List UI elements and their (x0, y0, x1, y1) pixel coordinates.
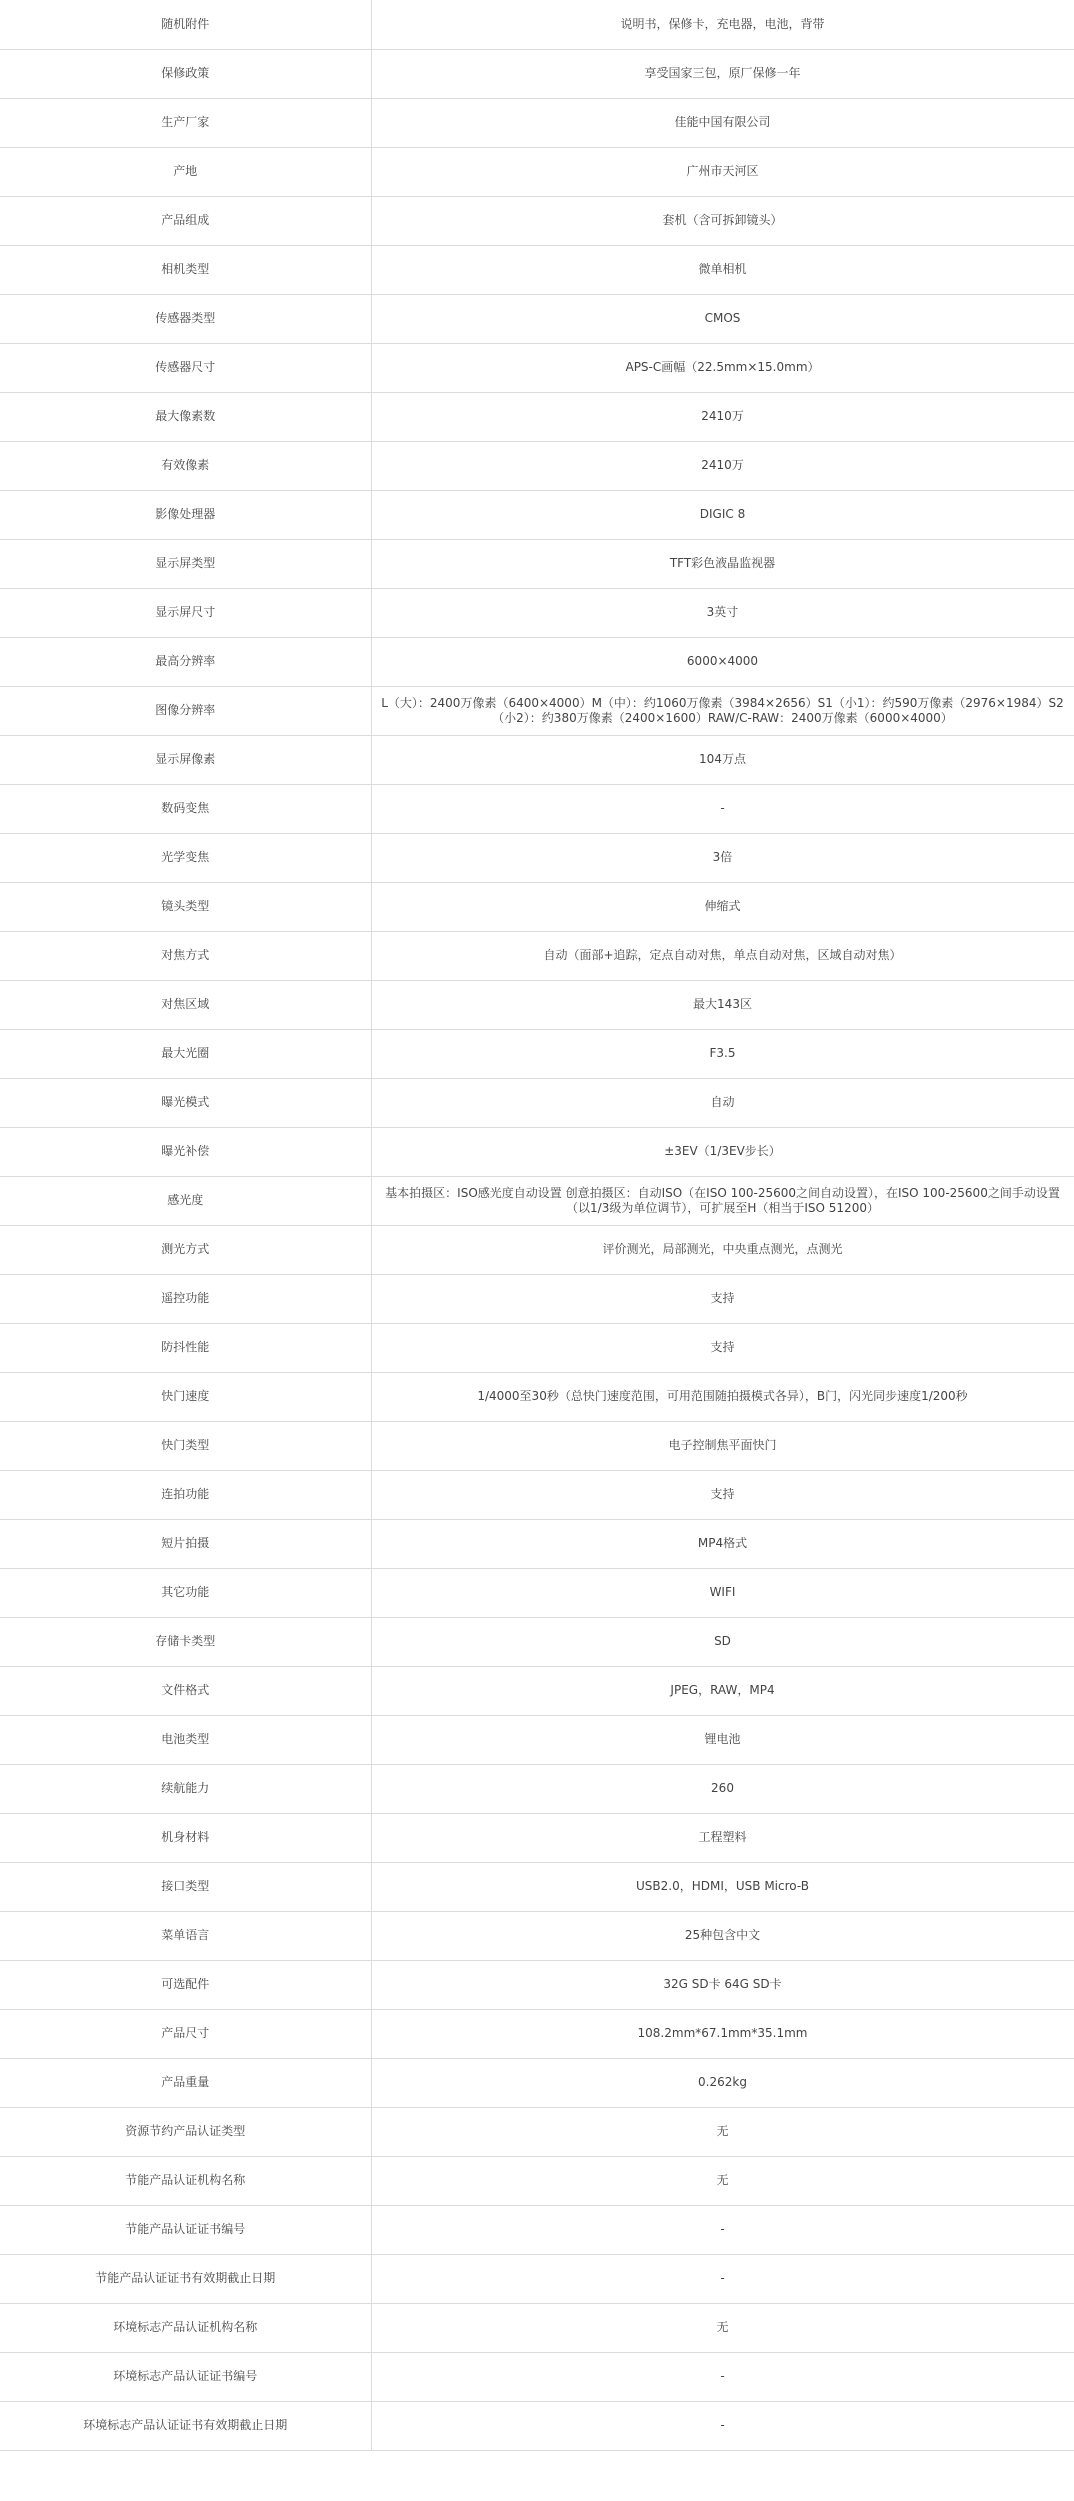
spec-label: 曝光模式 (0, 1078, 371, 1127)
spec-value: 工程塑料 (371, 1813, 1074, 1862)
spec-row (0, 2352, 1074, 2401)
spec-value: 最大143区 (371, 980, 1074, 1029)
spec-row (0, 49, 1074, 98)
spec-value: 无 (371, 2156, 1074, 2205)
spec-label: 对焦方式 (0, 931, 371, 980)
spec-label: 传感器尺寸 (0, 343, 371, 392)
spec-row (0, 1274, 1074, 1323)
spec-value: 自动 (371, 1078, 1074, 1127)
spec-label: 最高分辨率 (0, 637, 371, 686)
spec-row (0, 1764, 1074, 1813)
spec-value: 0.262kg (371, 2058, 1074, 2107)
spec-value: F3.5 (371, 1029, 1074, 1078)
spec-row (0, 490, 1074, 539)
spec-value: TFT彩色液晶监视器 (371, 539, 1074, 588)
spec-label: 防抖性能 (0, 1323, 371, 1372)
spec-row (0, 2254, 1074, 2303)
spec-label: 短片拍摄 (0, 1519, 371, 1568)
spec-label: 保修政策 (0, 49, 371, 98)
spec-row (0, 1323, 1074, 1372)
spec-value: 32G SD卡 64G SD卡 (371, 1960, 1074, 2009)
spec-value: JPEG，RAW，MP4 (371, 1666, 1074, 1715)
spec-label: 其它功能 (0, 1568, 371, 1617)
spec-value: 佳能中国有限公司 (371, 98, 1074, 147)
spec-value: 104万点 (371, 735, 1074, 784)
spec-label: 产地 (0, 147, 371, 196)
spec-row (0, 1666, 1074, 1715)
spec-value: 3英寸 (371, 588, 1074, 637)
spec-value: 伸缩式 (371, 882, 1074, 931)
spec-value: ±3EV（1/3EV步长） (371, 1127, 1074, 1176)
spec-value: - (371, 2205, 1074, 2254)
spec-value: 无 (371, 2107, 1074, 2156)
spec-value: 支持 (371, 1274, 1074, 1323)
spec-value: 享受国家三包，原厂保修一年 (371, 49, 1074, 98)
spec-row (0, 2107, 1074, 2156)
spec-label: 电池类型 (0, 1715, 371, 1764)
spec-value: 无 (371, 2303, 1074, 2352)
spec-row (0, 1372, 1074, 1421)
spec-label: 产品尺寸 (0, 2009, 371, 2058)
spec-row (0, 98, 1074, 147)
spec-row (0, 1617, 1074, 1666)
spec-row (0, 735, 1074, 784)
spec-label: 快门类型 (0, 1421, 371, 1470)
spec-row (0, 637, 1074, 686)
spec-label: 显示屏像素 (0, 735, 371, 784)
spec-row (0, 245, 1074, 294)
spec-label: 显示屏尺寸 (0, 588, 371, 637)
spec-row (0, 1715, 1074, 1764)
spec-label: 产品组成 (0, 196, 371, 245)
spec-label: 可选配件 (0, 1960, 371, 2009)
spec-label: 感光度 (0, 1176, 371, 1225)
spec-label: 续航能力 (0, 1764, 371, 1813)
spec-value: 3倍 (371, 833, 1074, 882)
spec-row (0, 539, 1074, 588)
spec-row (0, 1225, 1074, 1274)
spec-value: 电子控制焦平面快门 (371, 1421, 1074, 1470)
spec-label: 显示屏类型 (0, 539, 371, 588)
spec-value: 260 (371, 1764, 1074, 1813)
spec-value: 25种包含中文 (371, 1911, 1074, 1960)
spec-label: 对焦区域 (0, 980, 371, 1029)
spec-value: - (371, 784, 1074, 833)
spec-value: - (371, 2352, 1074, 2401)
spec-row (0, 980, 1074, 1029)
spec-label: 资源节约产品认证类型 (0, 2107, 371, 2156)
spec-label: 随机附件 (0, 0, 371, 49)
spec-row (0, 588, 1074, 637)
spec-value: 2410万 (371, 392, 1074, 441)
spec-label: 环境标志产品认证证书有效期截止日期 (0, 2401, 371, 2450)
spec-row (0, 1029, 1074, 1078)
spec-value: SD (371, 1617, 1074, 1666)
spec-label: 光学变焦 (0, 833, 371, 882)
spec-label: 曝光补偿 (0, 1127, 371, 1176)
spec-value: 1/4000至30秒（总快门速度范围，可用范围随拍摄模式各异），B门，闪光同步速度1/200秒 (371, 1372, 1074, 1421)
spec-label: 遥控功能 (0, 1274, 371, 1323)
spec-value: CMOS (371, 294, 1074, 343)
spec-row (0, 2205, 1074, 2254)
spec-value: 微单相机 (371, 245, 1074, 294)
spec-value: DIGIC 8 (371, 490, 1074, 539)
spec-value: 108.2mm*67.1mm*35.1mm (371, 2009, 1074, 2058)
spec-row (0, 392, 1074, 441)
spec-value: 套机（含可拆卸镜头） (371, 196, 1074, 245)
spec-row (0, 882, 1074, 931)
spec-label: 菜单语言 (0, 1911, 371, 1960)
spec-row (0, 1176, 1074, 1225)
spec-row (0, 441, 1074, 490)
spec-row (0, 2303, 1074, 2352)
spec-row (0, 2156, 1074, 2205)
spec-row (0, 1862, 1074, 1911)
spec-value: MP4格式 (371, 1519, 1074, 1568)
spec-value: APS-C画幅（22.5mm×15.0mm） (371, 343, 1074, 392)
spec-label: 节能产品认证证书有效期截止日期 (0, 2254, 371, 2303)
spec-row (0, 0, 1074, 49)
spec-value: 2410万 (371, 441, 1074, 490)
spec-row (0, 343, 1074, 392)
spec-row (0, 686, 1074, 735)
spec-value: 基本拍摄区：ISO感光度自动设置 创意拍摄区：自动ISO（在ISO 100-25600之间自动设置），在ISO 100-25600之间手动设置（以1/3级为单位调节），可扩展至H（相当于ISO 51200） (371, 1176, 1074, 1225)
spec-label: 存储卡类型 (0, 1617, 371, 1666)
spec-row (0, 1421, 1074, 1470)
spec-label: 快门速度 (0, 1372, 371, 1421)
spec-row (0, 1127, 1074, 1176)
spec-value: USB2.0，HDMI，USB Micro-B (371, 1862, 1074, 1911)
spec-row (0, 1078, 1074, 1127)
spec-row (0, 833, 1074, 882)
spec-label: 文件格式 (0, 1666, 371, 1715)
spec-row (0, 196, 1074, 245)
spec-label: 连拍功能 (0, 1470, 371, 1519)
spec-row (0, 1911, 1074, 1960)
spec-row (0, 2401, 1074, 2450)
spec-row (0, 1960, 1074, 2009)
spec-row (0, 2058, 1074, 2107)
spec-label: 有效像素 (0, 441, 371, 490)
spec-value: 支持 (371, 1470, 1074, 1519)
spec-value: 锂电池 (371, 1715, 1074, 1764)
spec-label: 节能产品认证证书编号 (0, 2205, 371, 2254)
spec-row (0, 1568, 1074, 1617)
spec-row (0, 1813, 1074, 1862)
spec-value: - (371, 2254, 1074, 2303)
spec-value: - (371, 2401, 1074, 2450)
spec-label: 生产厂家 (0, 98, 371, 147)
spec-label: 接口类型 (0, 1862, 371, 1911)
spec-value: 说明书，保修卡，充电器，电池，背带 (371, 0, 1074, 49)
spec-row (0, 931, 1074, 980)
spec-row (0, 2009, 1074, 2058)
spec-label: 测光方式 (0, 1225, 371, 1274)
spec-value: 广州市天河区 (371, 147, 1074, 196)
spec-label: 传感器类型 (0, 294, 371, 343)
spec-row (0, 147, 1074, 196)
spec-value: WIFI (371, 1568, 1074, 1617)
spec-row (0, 1470, 1074, 1519)
spec-value: 评价测光，局部测光，中央重点测光，点测光 (371, 1225, 1074, 1274)
spec-label: 节能产品认证机构名称 (0, 2156, 371, 2205)
spec-row (0, 784, 1074, 833)
spec-row (0, 294, 1074, 343)
spec-label: 环境标志产品认证机构名称 (0, 2303, 371, 2352)
spec-label: 相机类型 (0, 245, 371, 294)
spec-label: 机身材料 (0, 1813, 371, 1862)
spec-value: L（大）：2400万像素（6400×4000）M（中）：约1060万像素（3984×2656）S1（小1）：约590万像素（2976×1984）S2（小2）：约380万像素（2400×1600）RAW/C-RAW：2400万像素（6000×4000） (371, 686, 1074, 735)
spec-value: 自动（面部+追踪，定点自动对焦，单点自动对焦，区域自动对焦） (371, 931, 1074, 980)
spec-value: 6000×4000 (371, 637, 1074, 686)
spec-label: 影像处理器 (0, 490, 371, 539)
spec-row (0, 1519, 1074, 1568)
spec-label: 镜头类型 (0, 882, 371, 931)
spec-label: 环境标志产品认证证书编号 (0, 2352, 371, 2401)
spec-label: 产品重量 (0, 2058, 371, 2107)
spec-label: 最大光圈 (0, 1029, 371, 1078)
spec-label: 最大像素数 (0, 392, 371, 441)
spec-label: 图像分辨率 (0, 686, 371, 735)
spec-label: 数码变焦 (0, 784, 371, 833)
spec-value: 支持 (371, 1323, 1074, 1372)
